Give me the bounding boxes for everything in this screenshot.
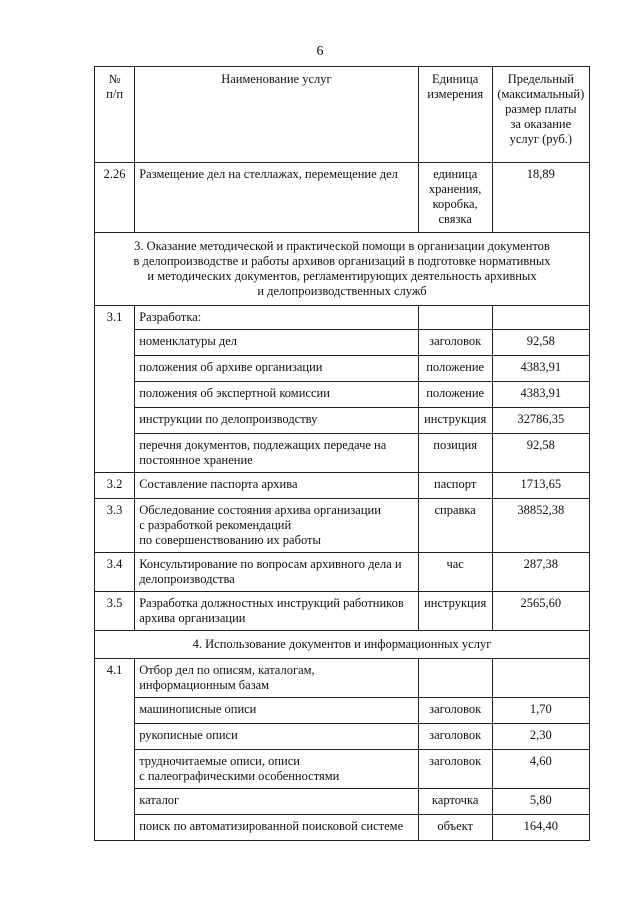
service-name: рукописные описи	[135, 724, 418, 750]
header-num: № п/п	[95, 67, 135, 163]
price-table	[94, 66, 590, 841]
service-name: трудночитаемые описи, описи с палеографическими особенностями	[135, 750, 418, 789]
price-value: 4383,91	[492, 356, 589, 382]
empty-cell	[95, 408, 135, 434]
unit-of-measure	[418, 659, 492, 698]
row-number: 3.2	[95, 473, 135, 499]
table-row	[95, 499, 590, 553]
empty-cell	[95, 434, 135, 473]
empty-cell	[95, 382, 135, 408]
header-name: Наименование услуг	[135, 67, 418, 163]
price-value: 164,40	[492, 815, 589, 841]
unit-of-measure: позиция	[418, 434, 492, 473]
unit-of-measure: инструкция	[418, 408, 492, 434]
price-value	[492, 659, 589, 698]
table-row	[95, 592, 590, 631]
price-value: 4383,91	[492, 382, 589, 408]
table-row	[95, 356, 590, 382]
table-row	[95, 815, 590, 841]
price-value: 5,80	[492, 789, 589, 815]
table-row	[95, 382, 590, 408]
empty-cell	[95, 815, 135, 841]
table-row	[95, 408, 590, 434]
empty-cell	[95, 698, 135, 724]
unit-of-measure: справка	[418, 499, 492, 553]
service-name: Составление паспорта архива	[135, 473, 418, 499]
price-value: 92,58	[492, 330, 589, 356]
service-name: инструкции по делопроизводству	[135, 408, 418, 434]
unit-of-measure: инструкция	[418, 592, 492, 631]
service-name: каталог	[135, 789, 418, 815]
empty-cell	[95, 750, 135, 789]
row-number: 3.4	[95, 553, 135, 592]
table-row	[95, 163, 590, 233]
table-row	[95, 789, 590, 815]
row-number: 3.3	[95, 499, 135, 553]
table-row	[95, 553, 590, 592]
empty-cell	[95, 330, 135, 356]
table-row	[95, 306, 590, 330]
table-row	[95, 698, 590, 724]
unit-of-measure: заголовок	[418, 698, 492, 724]
page-number: 6	[316, 44, 324, 59]
service-name: Разработка должностных инструкций работников архива организации	[135, 592, 418, 631]
service-name: Размещение дел на стеллажах, перемещение дел	[135, 163, 418, 233]
unit-of-measure: карточка	[418, 789, 492, 815]
unit-of-measure: заголовок	[418, 750, 492, 789]
service-name: машинописные описи	[135, 698, 418, 724]
price-value: 2,30	[492, 724, 589, 750]
service-name: поиск по автоматизированной поисковой системе	[135, 815, 418, 841]
price-value: 287,38	[492, 553, 589, 592]
unit-of-measure	[418, 306, 492, 330]
header-price: Предельный (максимальный) размер платы за оказание услуг (руб.)	[492, 67, 589, 163]
price-value: 38852,38	[492, 499, 589, 553]
price-value: 18,89	[492, 163, 589, 233]
unit-of-measure: объект	[418, 815, 492, 841]
price-value: 1713,65	[492, 473, 589, 499]
service-name: Разработка:	[135, 306, 418, 330]
section-header	[95, 631, 590, 659]
service-name: Консультирование по вопросам архивного дела и делопроизводства	[135, 553, 418, 592]
section-header	[95, 233, 590, 306]
row-number: 4.1	[95, 659, 135, 698]
price-value: 2565,60	[492, 592, 589, 631]
price-value: 32786,35	[492, 408, 589, 434]
table-row	[95, 659, 590, 698]
unit-of-measure: паспорт	[418, 473, 492, 499]
unit-of-measure: заголовок	[418, 724, 492, 750]
table-row	[95, 473, 590, 499]
empty-cell	[95, 789, 135, 815]
unit-of-measure: единица хранения, коробка, связка	[418, 163, 492, 233]
table-row	[95, 750, 590, 789]
row-number: 2.26	[95, 163, 135, 233]
service-name: Отбор дел по описям, каталогам, информационным базам	[135, 659, 418, 698]
service-name: положения об экспертной комиссии	[135, 382, 418, 408]
table-row	[95, 724, 590, 750]
row-number: 3.5	[95, 592, 135, 631]
price-value: 92,58	[492, 434, 589, 473]
empty-cell	[95, 724, 135, 750]
section-title: 3. Оказание методической и практической помощи в организации документов в делопроизводстве и работы архивов организаций в подготовке нормативных и методических документов, регламентирующих деятельность архивных и делопроизводственных служб	[95, 233, 590, 306]
service-name: Обследование состояния архива организации с разработкой рекомендаций по совершенствованию их работы	[135, 499, 418, 553]
service-name: номенклатуры дел	[135, 330, 418, 356]
service-name: перечня документов, подлежащих передаче на постоянное хранение	[135, 434, 418, 473]
service-name: положения об архиве организации	[135, 356, 418, 382]
table-row	[95, 434, 590, 473]
price-value: 1,70	[492, 698, 589, 724]
empty-cell	[95, 356, 135, 382]
price-value: 4,60	[492, 750, 589, 789]
table-header-row	[95, 67, 590, 163]
section-title: 4. Использование документов и информационных услуг	[95, 631, 590, 659]
unit-of-measure: час	[418, 553, 492, 592]
table-row	[95, 330, 590, 356]
price-value	[492, 306, 589, 330]
row-number: 3.1	[95, 306, 135, 330]
unit-of-measure: положение	[418, 356, 492, 382]
header-unit: Единица измерения	[418, 67, 492, 163]
unit-of-measure: положение	[418, 382, 492, 408]
unit-of-measure: заголовок	[418, 330, 492, 356]
